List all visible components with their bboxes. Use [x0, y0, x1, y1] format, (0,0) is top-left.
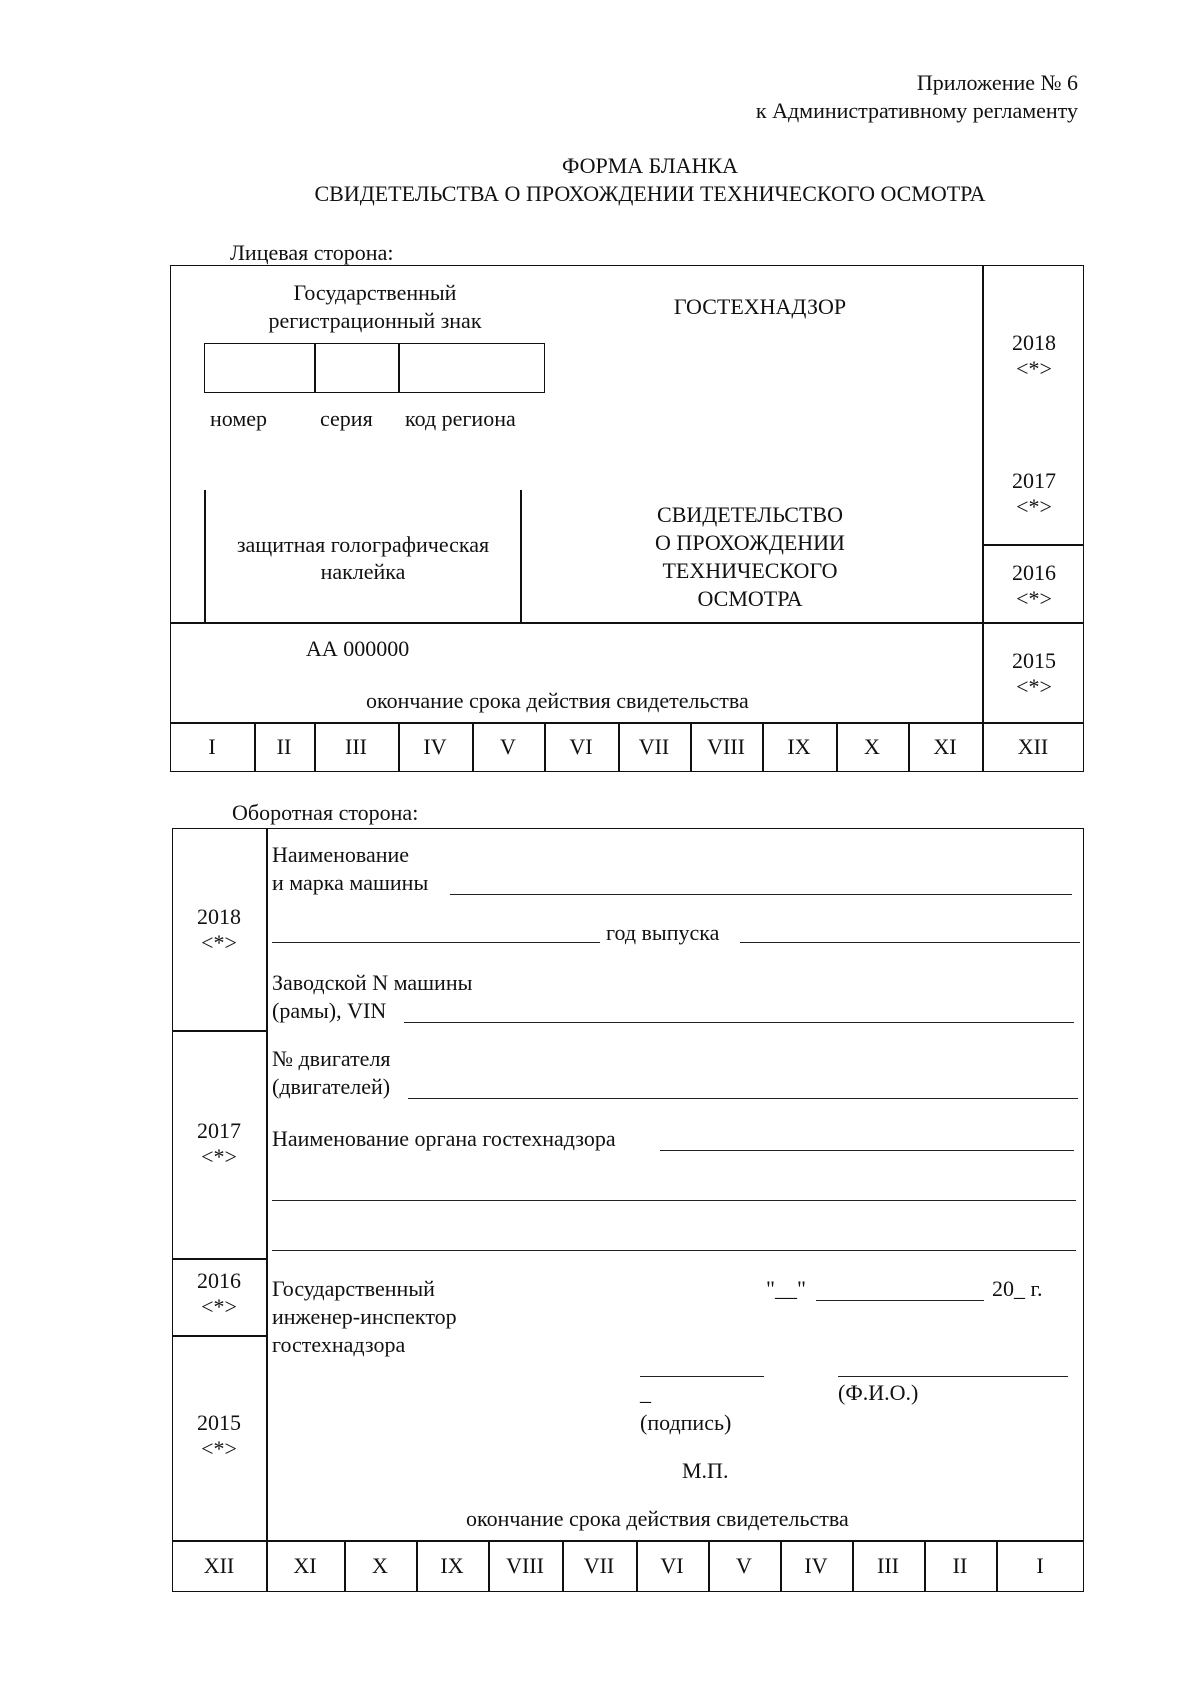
month-cell: XI — [933, 734, 957, 759]
form-title: ФОРМА БЛАНКА — [561, 153, 739, 178]
machine-name-line-2 — [272, 942, 600, 943]
certificate-title-1: СВИДЕТЕЛЬСТВО — [657, 502, 843, 527]
year-2018: 2018 — [1012, 330, 1056, 355]
month-cell: X — [372, 1553, 388, 1578]
year-2018-mark: <*> — [1016, 356, 1052, 381]
inspector-label-3: гостехнадзора — [272, 1332, 406, 1357]
year-2016-mark: <*> — [1016, 586, 1052, 611]
reg-series-label: серия — [320, 406, 373, 431]
month-cell: V — [500, 734, 516, 759]
month-cell: XII — [203, 1553, 235, 1578]
year-2017-mark: <*> — [1016, 494, 1052, 519]
month-cell: I — [1036, 1553, 1044, 1578]
back-year-2016: 2016 — [197, 1268, 241, 1293]
year-of-issue-label: год выпуска — [606, 920, 720, 945]
fio-label: (Ф.И.О.) — [838, 1380, 919, 1405]
month-cell: I — [208, 734, 216, 759]
back-expiry-label: окончание срока действия свидетельства — [466, 1506, 849, 1531]
year-2015: 2015 — [1012, 648, 1056, 673]
form-subtitle: СВИДЕТЕЛЬСТВА О ПРОХОЖДЕНИИ ТЕХНИЧЕСКОГО ОСМОТРА — [314, 181, 986, 206]
month-cell: VIII — [506, 1553, 544, 1578]
vin-line — [404, 1022, 1074, 1023]
month-cell: IV — [423, 734, 447, 759]
certificate-title-4: ОСМОТРА — [697, 586, 803, 611]
reg-region-label: код региона — [405, 406, 516, 431]
month-cell: IV — [804, 1553, 828, 1578]
authority-line-3 — [272, 1250, 1076, 1251]
factory-number-label-2: (рамы), VIN — [272, 998, 387, 1023]
date-month-line — [816, 1300, 984, 1301]
hologram-label-2: наклейка — [320, 559, 406, 584]
year-2017: 2017 — [1012, 468, 1056, 493]
factory-number-label-1: Заводской N машины — [272, 970, 473, 995]
signature-line — [640, 1376, 764, 1377]
certificate-title-3: ТЕХНИЧЕСКОГО — [662, 558, 838, 583]
back-year-2016-mark: <*> — [201, 1294, 237, 1319]
authority-label: Наименование органа гостехнадзора — [272, 1126, 616, 1151]
machine-name-label-1: Наименование — [272, 842, 410, 867]
year-2016: 2016 — [1012, 560, 1056, 585]
month-cell: VIII — [707, 734, 745, 759]
machine-name-line — [450, 894, 1072, 895]
back-side-label: Оборотная сторона: — [232, 800, 419, 825]
signature-dash: _ — [640, 1380, 651, 1405]
month-cell: II — [276, 734, 292, 759]
back-year-2015-mark: <*> — [201, 1436, 237, 1461]
certificate-title-2: О ПРОХОЖДЕНИИ — [655, 530, 845, 555]
month-cell: VII — [638, 734, 670, 759]
year-of-issue-line — [740, 942, 1080, 943]
reg-sign-box — [204, 343, 545, 393]
date-day: "__" — [766, 1276, 806, 1301]
certificate-serial: АА 000000 — [306, 636, 410, 661]
month-cell: VI — [660, 1553, 684, 1578]
agency-name: ГОСТЕХНАДЗОР — [673, 294, 847, 319]
reg-sign-title: Государственный — [293, 280, 457, 305]
appendix-reference: к Административному регламенту — [755, 98, 1078, 123]
month-cell: VI — [569, 734, 593, 759]
back-year-2017: 2017 — [197, 1118, 241, 1143]
hologram-label-1: защитная голографическая — [236, 532, 490, 557]
back-year-2018-mark: <*> — [201, 930, 237, 955]
month-cell: III — [345, 734, 367, 759]
month-cell: V — [736, 1553, 752, 1578]
engine-number-line — [408, 1098, 1078, 1099]
appendix-number: Приложение № 6 — [916, 70, 1078, 95]
inspector-label-1: Государственный — [272, 1276, 435, 1301]
back-year-2017-mark: <*> — [201, 1144, 237, 1169]
date-year: 20_ г. — [992, 1276, 1043, 1301]
reg-sign-subtitle: регистрационный знак — [268, 308, 482, 333]
engine-number-label-2: (двигателей) — [272, 1074, 391, 1099]
back-year-2018: 2018 — [197, 904, 241, 929]
engine-number-label-1: № двигателя — [272, 1046, 391, 1071]
authority-line-2 — [272, 1200, 1076, 1201]
month-cell: III — [877, 1553, 899, 1578]
machine-name-label-2: и марка машины — [272, 870, 429, 895]
expiry-label: окончание срока действия свидетельства — [366, 688, 749, 713]
back-year-2015: 2015 — [197, 1410, 241, 1435]
authority-line — [660, 1150, 1074, 1151]
month-cell: XI — [293, 1553, 317, 1578]
fio-line — [838, 1376, 1068, 1377]
month-cell: II — [952, 1553, 968, 1578]
reg-number-label: номер — [210, 406, 268, 431]
signature-label: (подпись) — [640, 1410, 732, 1435]
month-cell: IX — [787, 734, 811, 759]
year-2015-mark: <*> — [1016, 674, 1052, 699]
month-cell: IX — [440, 1553, 464, 1578]
inspector-label-2: инженер-инспектор — [272, 1304, 457, 1329]
month-cell: XII — [1017, 734, 1049, 759]
month-cell: VII — [583, 1553, 615, 1578]
stamp-label: М.П. — [682, 1458, 729, 1483]
front-side-label: Лицевая сторона: — [230, 240, 394, 265]
month-cell: X — [864, 734, 880, 759]
